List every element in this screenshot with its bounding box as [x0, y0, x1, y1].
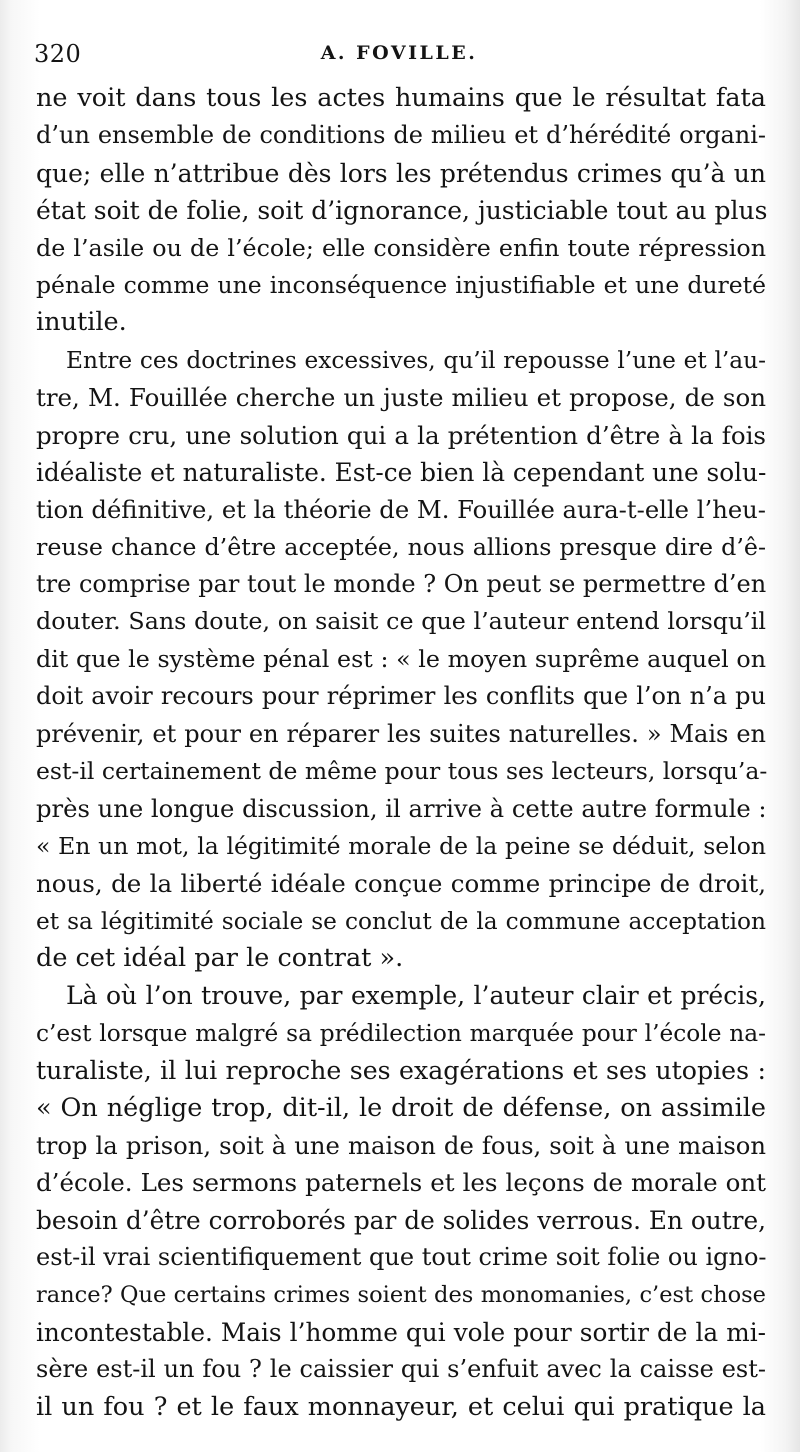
paragraph-2 — [36, 342, 766, 978]
text-line: d’un ensemble de conditions de milieu et d’hérédité organi- — [36, 121, 766, 150]
text-line: il un fou ? et le faux monnayeur, et celui qui pratique la — [36, 1391, 766, 1422]
text-line: de l’asile ou de l’école; elle considère enfin toute répression — [36, 233, 766, 262]
text-line: doit avoir recours pour réprimer les conflits que l’on n’a pu — [36, 682, 766, 711]
text-line: douter. Sans doute, on saisit ce que l’auteur entend lorsqu’il — [36, 607, 766, 636]
text-line: état soit de folie, soit d’ignorance, justiciable tout au plus — [36, 196, 768, 226]
text-line: ne voit dans tous les actes humains que le résultat fata — [36, 83, 766, 113]
text-line: besoin d’être corroborés par de solides verrous. En outre, — [36, 1205, 766, 1235]
text-line: « On néglige trop, dit-il, le droit de défense, on assimile — [36, 1092, 766, 1123]
text-line: que; elle n’attribue dès lors les prétendus crimes qu’à un — [36, 158, 766, 188]
text-line: tion définitive, et la théorie de M. Fouillée aura-t-elle l’heu- — [36, 495, 766, 525]
text-line: dit que le système pénal est : « le moyen suprême auquel on — [36, 644, 766, 673]
text-line: d’école. Les sermons paternels et les leçons de morale ont — [36, 1168, 766, 1198]
text-line: près une longue discussion, il arrive à cette autre formule : — [36, 794, 767, 824]
text-line: est-il vrai scientifiquement que tout crime soit folie ou igno- — [36, 1243, 767, 1272]
text-line: sère est-il un fou ? le caissier qui s’enfuit avec la caisse est- — [36, 1355, 766, 1384]
text-line: idéaliste et naturaliste. Est-ce bien là cependant une solu- — [36, 457, 767, 487]
text-line: rance? Que certains crimes soient des monomanies, c’est chose — [36, 1281, 766, 1308]
text-line: c’est lorsque malgré sa prédilection marquée pour l’école na- — [36, 1019, 766, 1047]
text-line: reuse chance d’être acceptée, nous allions presque dire d’ê- — [36, 532, 766, 561]
text-line: est-il certainement de même pour tous ses lecteurs, lorsqu’a- — [36, 757, 768, 786]
text-line: « En un mot, la légitimité morale de la peine se déduit, selon — [36, 831, 766, 860]
text-line: nous, de la liberté idéale conçue comme principe de droit, — [36, 869, 766, 899]
text-line: trop la prison, soit à une maison de fous, soit à une maison — [36, 1130, 766, 1160]
text-line: tre, M. Fouillée cherche un juste milieu et propose, de son — [36, 383, 766, 413]
text-line: incontestable. Mais l’homme qui vole pour sortir de la mi- — [36, 1317, 766, 1347]
running-title: A. FOVILLE. — [320, 42, 478, 64]
text-line: tre comprise par tout le monde ? On peut se permettre d’en — [36, 570, 767, 599]
text-line: inutile. — [36, 307, 127, 338]
text-line: pénale comme une inconséquence injustifiable et une dureté — [36, 270, 766, 299]
text-line: Là où l’on trouve, par exemple, l’auteur clair et précis, — [66, 981, 766, 1011]
text-line: de cet idéal par le contrat ». — [36, 942, 404, 973]
body-text — [36, 80, 766, 1426]
text-line: Entre ces doctrines excessives, qu’il repousse l’une et l’au- — [66, 346, 766, 374]
paragraph-3 — [36, 977, 766, 1426]
page-number: 320 — [34, 40, 82, 68]
text-line: et sa légitimité sociale se conclut de la commune acceptation — [36, 907, 766, 935]
text-line: propre cru, une solution qui a la prétention d’être à la fois — [36, 420, 766, 450]
page-header — [34, 40, 764, 74]
text-line: turaliste, il lui reproche ses exagérations et ses utopies : — [36, 1056, 766, 1086]
paragraph-1 — [36, 80, 766, 342]
text-line: prévenir, et pour en réparer les suites naturelles. » Mais en — [36, 719, 766, 748]
